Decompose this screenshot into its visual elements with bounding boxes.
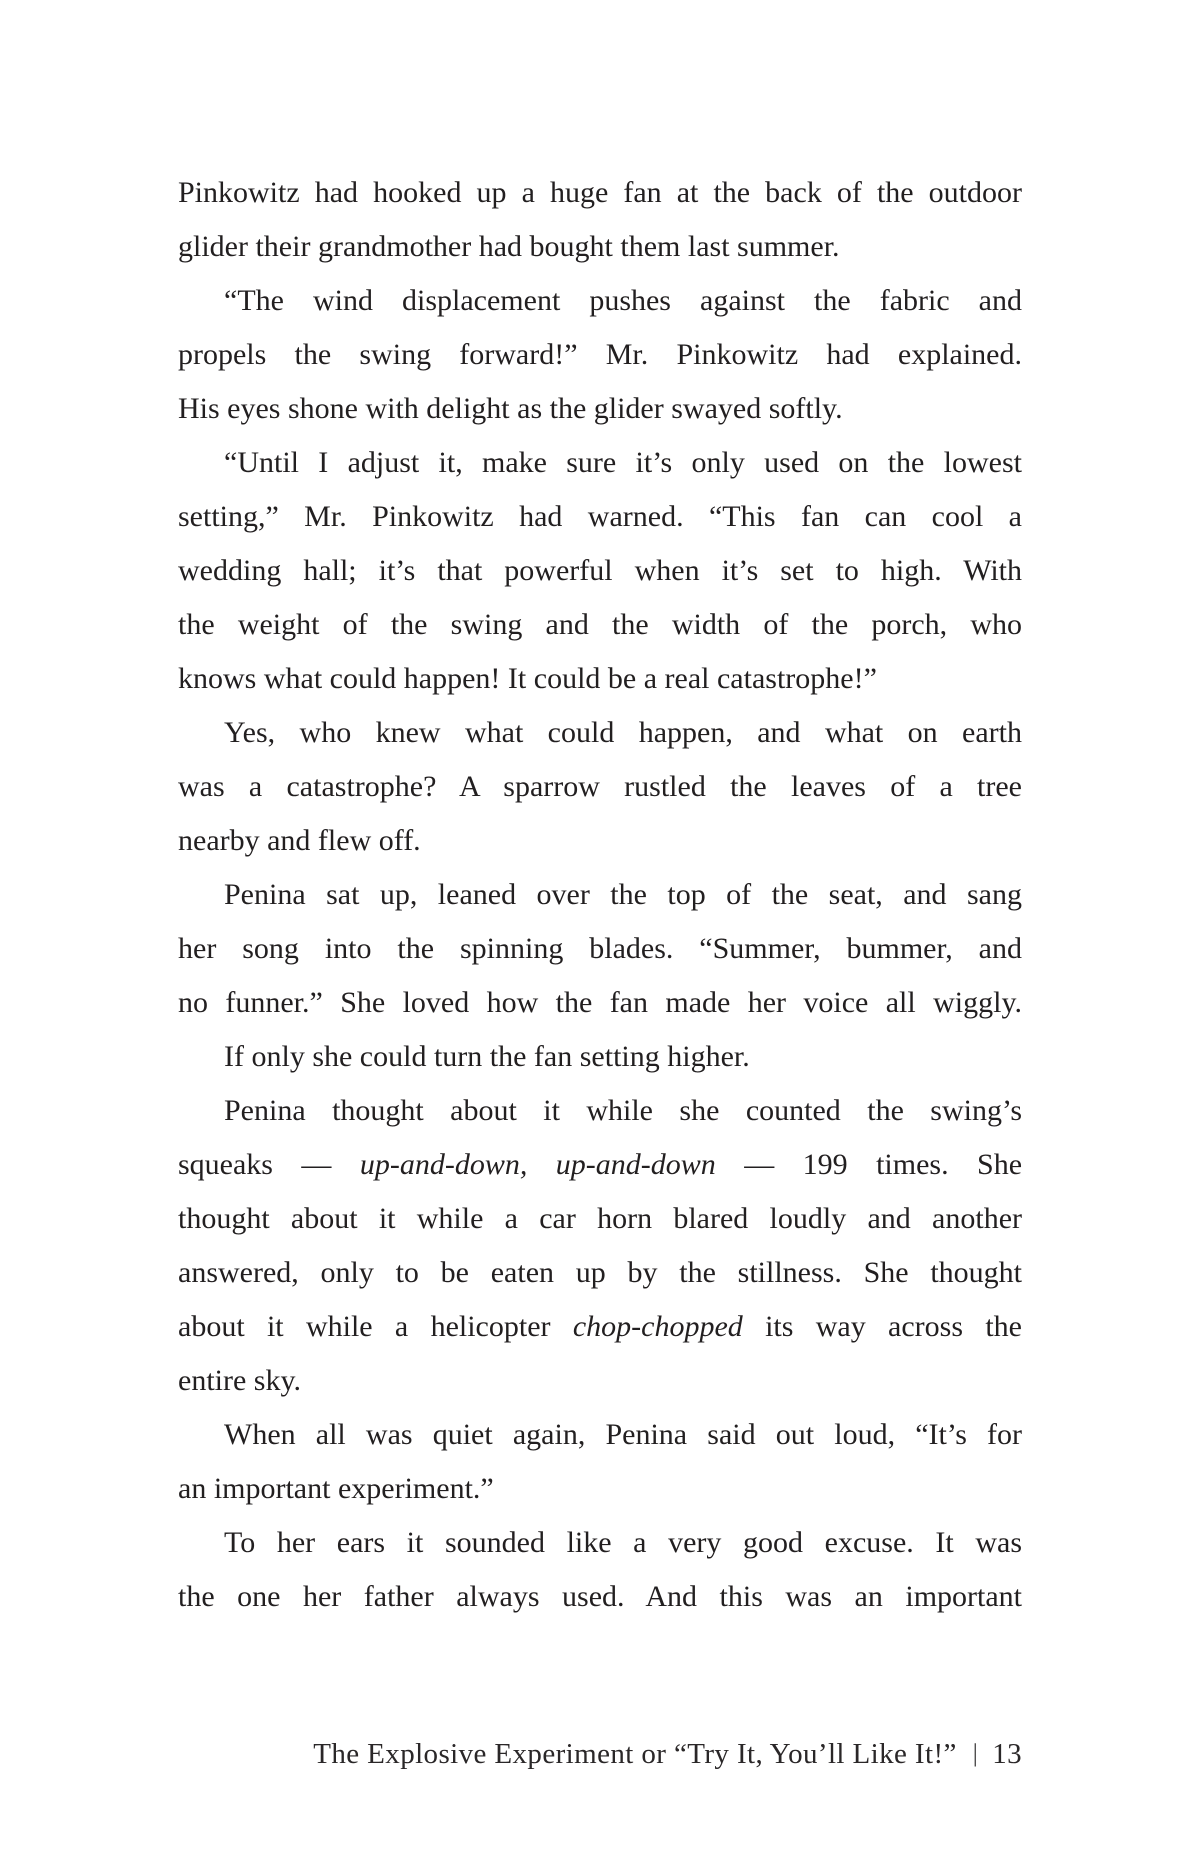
text-segment: was a catastrophe? A sparrow rustled the leaves of a tree: [178, 770, 1022, 803]
text-segment: knows what could happen! It could be a real catastrophe!”: [178, 662, 877, 695]
text-segment: — 199 times. She: [715, 1148, 1023, 1181]
paragraph: [178, 1516, 1022, 1624]
text-line: [178, 274, 1022, 328]
footer-separator: |: [972, 1740, 979, 1767]
paragraph: [178, 706, 1022, 868]
text-segment: Yes, who knew what could happen, and what on earth: [224, 716, 1022, 749]
text-line: [178, 706, 1022, 760]
text-line: [178, 490, 1022, 544]
text-segment: about it while a helicopter: [178, 1310, 573, 1343]
text-segment: an important experiment.”: [178, 1472, 494, 1505]
text-line: [178, 1516, 1022, 1570]
text-segment: glider their grandmother had bought them last summer.: [178, 230, 840, 263]
italic-text-segment: chop-chopped: [572, 1310, 743, 1343]
text-segment: her song into the spinning blades. “Summer, bummer, and: [178, 932, 1022, 965]
text-line: [178, 544, 1022, 598]
text-segment: thought about it while a car horn blared loudly and another: [178, 1202, 1022, 1235]
text-segment: Pinkowitz had hooked up a huge fan at the back of the outdoor: [178, 176, 1022, 209]
text-line: [178, 1138, 1022, 1192]
text-line: [178, 1246, 1022, 1300]
text-segment: squeaks —: [178, 1148, 360, 1181]
paragraph: [178, 166, 1022, 274]
text-segment: Penina thought about it while she counted the swing’s: [224, 1094, 1022, 1127]
page-footer: [178, 1734, 1022, 1776]
paragraph: [178, 436, 1022, 706]
text-segment: nearby and flew off.: [178, 824, 421, 857]
text-segment: the weight of the swing and the width of the porch, who: [178, 608, 1022, 641]
text-line: [178, 1408, 1022, 1462]
paragraph: [178, 274, 1022, 436]
text-line: [178, 436, 1022, 490]
body-text: [178, 166, 1022, 1624]
text-line: [178, 922, 1022, 976]
text-line: [178, 652, 1022, 706]
text-segment: no funner.” She loved how the fan made her voice all wiggly.: [178, 986, 1022, 1019]
text-segment: When all was quiet again, Penina said out loud, “It’s for: [224, 1418, 1022, 1451]
paragraph: [178, 1030, 1022, 1084]
page-number: 13: [992, 1738, 1022, 1770]
text-segment: To her ears it sounded like a very good excuse. It was: [224, 1526, 1022, 1559]
text-segment: the one her father always used. And this was an important: [178, 1580, 1022, 1613]
text-segment: “Until I adjust it, make sure it’s only used on the lowest: [224, 446, 1022, 479]
text-line: [178, 1030, 1022, 1084]
text-segment: its way across the: [742, 1310, 1022, 1343]
text-line: [178, 814, 1022, 868]
text-line: [178, 166, 1022, 220]
text-segment: Penina sat up, leaned over the top of the seat, and sang: [224, 878, 1022, 911]
text-line: [178, 868, 1022, 922]
text-line: [178, 1570, 1022, 1624]
text-line: [178, 1084, 1022, 1138]
text-line: [178, 760, 1022, 814]
text-line: [178, 220, 1022, 274]
text-segment: entire sky.: [178, 1364, 302, 1397]
text-segment: propels the swing forward!” Mr. Pinkowitz had explained.: [178, 338, 1022, 371]
paragraph: [178, 1408, 1022, 1516]
text-segment: setting,” Mr. Pinkowitz had warned. “This fan can cool a: [178, 500, 1022, 533]
text-segment: If only she could turn the fan setting higher.: [224, 1040, 750, 1073]
footer-chapter-title: The Explosive Experiment or “Try It, You’ll Like It!”: [313, 1738, 957, 1770]
italic-text-segment: up-and-down, up-and-down: [359, 1148, 716, 1181]
text-line: [178, 598, 1022, 652]
text-segment: answered, only to be eaten up by the stillness. She thought: [178, 1256, 1022, 1289]
text-line: [178, 1300, 1022, 1354]
paragraph: [178, 868, 1022, 1030]
text-line: [178, 976, 1022, 1030]
text-line: [178, 328, 1022, 382]
paragraph: [178, 1084, 1022, 1408]
text-line: [178, 1354, 1022, 1408]
text-line: [178, 1192, 1022, 1246]
text-line: [178, 1462, 1022, 1516]
text-segment: “The wind displacement pushes against the fabric and: [224, 284, 1022, 317]
text-segment: wedding hall; it’s that powerful when it’s set to high. With: [178, 554, 1022, 587]
text-segment: His eyes shone with delight as the glider swayed softly.: [178, 392, 843, 425]
text-line: [178, 382, 1022, 436]
